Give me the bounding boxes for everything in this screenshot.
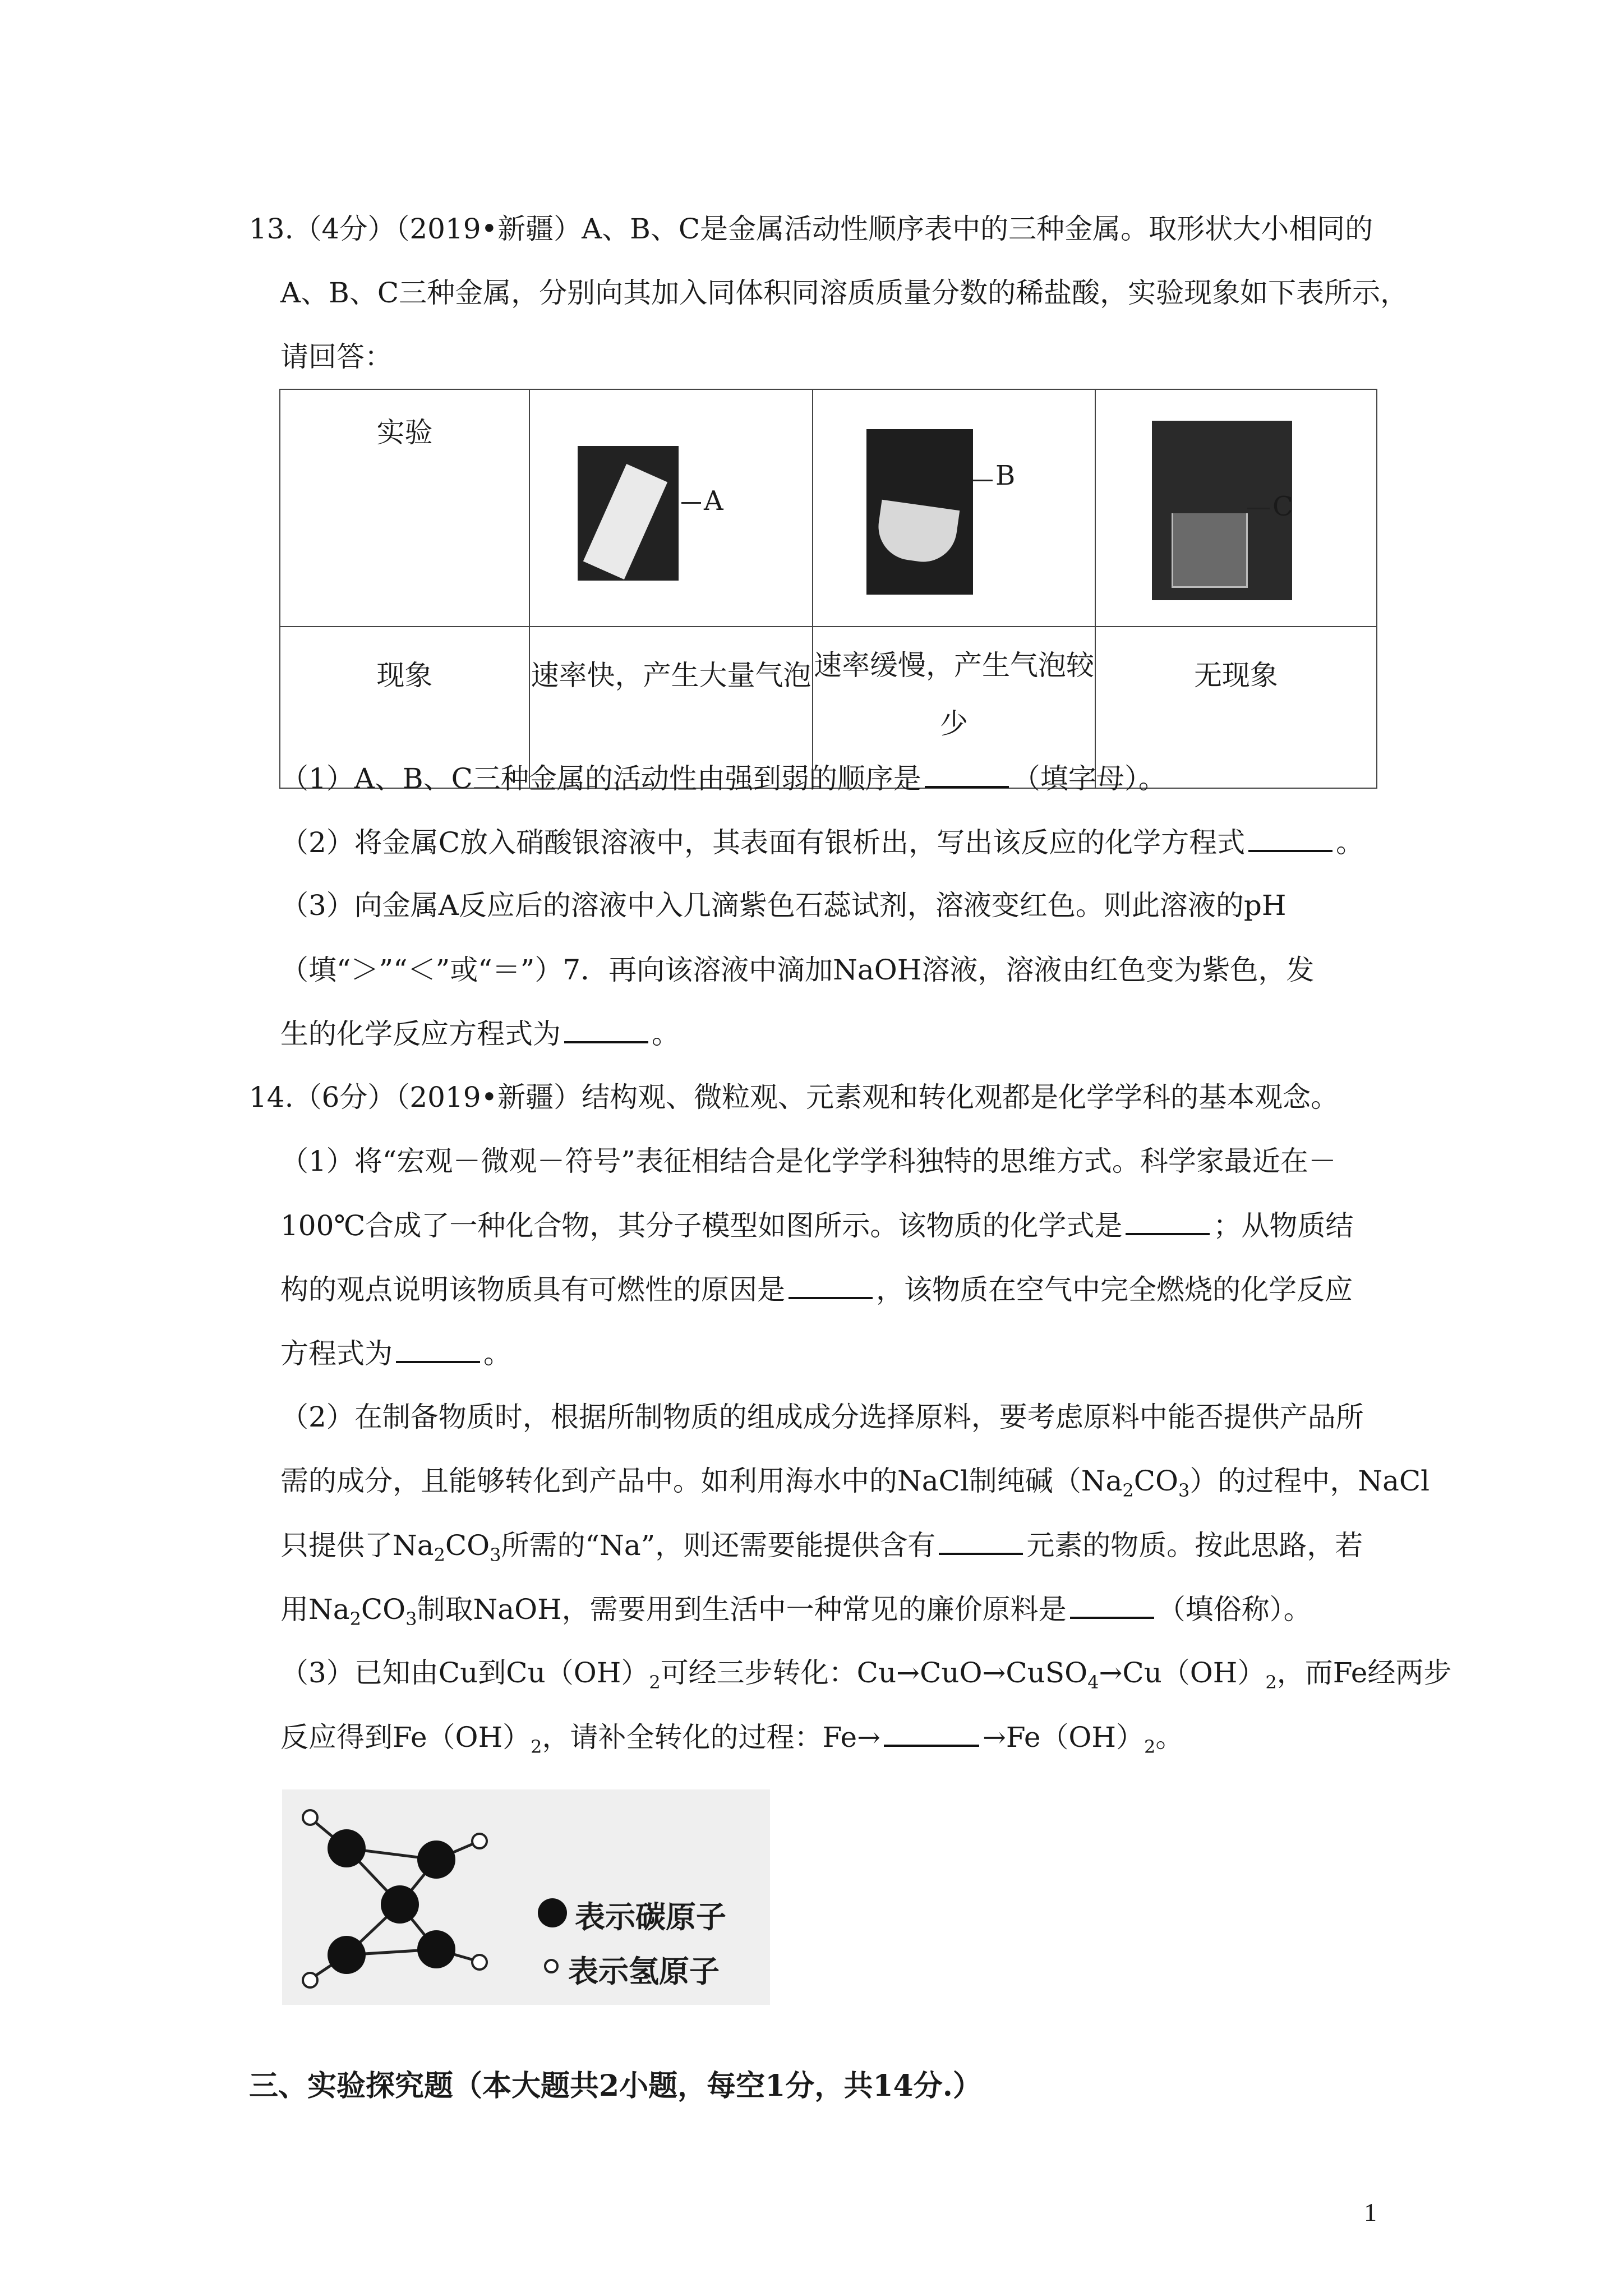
observation-c: 无现象 [1095,627,1377,788]
observation-b: 速率缓慢，产生气泡较少 [813,627,1095,788]
q14-part1-line4-suffix: 。 [483,1337,511,1370]
q13-part3-line2: （填“＞”“＜”或“＝”）7．再向该溶液中滴加NaOH溶液，溶液由红色变为紫色，发 [280,954,1315,986]
answer-blank-4[interactable] [1126,1208,1210,1235]
q13-part3-line3-text: 生的化学反应方程式为 [280,1018,561,1050]
subscript: 2 [1144,1736,1156,1757]
section-heading: 三、实验探究题（本大题共2小题，每空1分，共14分.） [249,2069,982,2103]
subscript: 2 [649,1672,661,1693]
q14-part1-line4-text: 方程式为 [280,1337,393,1370]
answer-blank-6[interactable] [396,1336,480,1363]
tube-c-image [1096,390,1376,606]
q14-part2-line3-mid2: 所需的“Na”，则还需要能提供含有 [501,1529,936,1562]
q14-part2-line2-suffix: ）的过程中，NaCl [1189,1465,1430,1497]
q14-part3-line1 [280,1656,1452,1693]
q14-part2-line3 [280,1528,1363,1566]
q14-part2-line3-suffix: 元素的物质。按此思路，若 [1026,1529,1363,1562]
table-header-observation: 现象 [280,627,529,788]
tube-a-image [530,390,812,606]
q14-part2-line2 [280,1464,1430,1501]
experiment-table [279,389,1377,789]
q13-part1-suffix: （填字母）。 [1012,762,1166,795]
q14-part1-line1: （1）将“宏观－微观－符号”表征相结合是化学学科独特的思维方式。科学家最近在－ [280,1145,1336,1177]
q14-part1-line3-suffix: ，该物质在空气中完全燃烧的化学反应 [876,1273,1353,1306]
q13-part3-line1: （3）向金属A反应后的溶液中入几滴紫色石蕊试剂，溶液变红色。则此溶液的pH [280,889,1287,922]
q14-part2-line4-suffix: （填俗称）。 [1157,1593,1312,1626]
q14-part2-line2-text: 需的成分，且能够转化到产品中。如利用海水中的NaCl制纯碱（Na [280,1465,1123,1497]
label-b: B [995,460,1016,491]
q14-part2-line3-mid: CO [445,1529,490,1562]
q14-part2-line4 [280,1592,1312,1630]
answer-blank-8[interactable] [1070,1592,1154,1619]
hydrogen-atom [303,1973,317,1987]
q14-part2-line4-mid: CO [361,1593,406,1626]
subscript: 2 [1122,1480,1134,1501]
q13-part2-suffix: 。 [1336,826,1364,859]
subscript: 2 [531,1736,542,1757]
carbon-atom [417,1841,455,1879]
q14-part3-line2-suffix: 。 [1155,1721,1184,1754]
carbon-atom [328,1936,366,1974]
q14-part3-line1-mid: 可经三步转化：Cu→CuO→CuSO [660,1657,1088,1689]
q14-part3-line1-text: （3）已知由Cu到Cu（OH） [280,1657,649,1689]
subscript: 4 [1087,1672,1099,1693]
q14-part2-line4-mid2: 制取NaOH，需要用到生活中一种常见的廉价原料是 [417,1593,1067,1626]
legend-hydrogen-label: 表示氢原子 [568,1953,720,1989]
q14-part3-line1-mid2: →Cu（OH） [1099,1657,1266,1689]
hydrogen-legend-icon [545,1960,557,1972]
page-number: 1 [1364,2198,1377,2226]
q14-part1-line3-text: 构的观点说明该物质具有可燃性的原因是 [280,1273,785,1306]
molecule-model-figure [282,1789,770,2005]
q13-line3: 请回答： [280,341,393,373]
q14-part2-line4-text: 用Na [280,1593,350,1626]
table-header-experiment: 实验 [280,389,529,627]
carbon-legend-icon [538,1898,567,1927]
q14-line1: 14.（6分）（2019•新疆）结构观、微粒观、元素观和转化观都是化学学科的基本观念。 [249,1081,1339,1114]
q13-part3-line3-suffix: 。 [652,1018,680,1050]
q14-part3-line2-mid2: →Fe（OH） [982,1721,1145,1754]
subscript: 2 [349,1608,361,1630]
subscript: 3 [490,1544,501,1566]
q14-part1-line3 [280,1272,1353,1306]
tube-c-cell [1095,389,1377,627]
observation-a: 速率快，产生大量气泡 [529,627,813,788]
q13-line2: A、B、C三种金属，分别向其加入同体积同溶质质量分数的稀盐酸，实验现象如下表所示， [280,277,1409,309]
answer-blank-1[interactable] [925,761,1009,788]
label-a: A [704,485,723,517]
subscript: 2 [434,1544,445,1566]
q14-part1-line4 [280,1336,511,1370]
q14-part1-line2-text: 100℃合成了一种化合物，其分子模型如图所示。该物质的化学式是 [280,1209,1123,1242]
q13-part1-text: （1）A、B、C三种金属的活动性由强到弱的顺序是 [280,762,921,795]
answer-blank-5[interactable] [789,1272,873,1299]
legend-carbon-label: 表示碳原子 [575,1899,726,1935]
hydrogen-atom [472,1955,487,1970]
q14-part2-line1: （2）在制备物质时，根据所制物质的组成成分选择原料，要考虑原料中能否提供产品所 [280,1401,1364,1433]
q13-line1: 13.（4分）（2019•新疆）A、B、C是金属活动性顺序表中的三种金属。取形状大小相同的 [249,213,1373,245]
tube-a-cell [529,389,813,627]
q14-part1-line2-suffix: ；从物质结 [1213,1209,1354,1242]
subscript: 3 [405,1608,417,1630]
label-c: C [1272,491,1293,522]
q14-part3-line2 [280,1720,1184,1757]
tube-b-image [813,390,1095,606]
subscript: 2 [1265,1672,1277,1693]
q14-part3-line1-suffix: ，而Fe经两步 [1276,1657,1452,1689]
q14-part2-line2-mid: CO [1133,1465,1178,1497]
answer-blank-9[interactable] [884,1720,979,1747]
answer-blank-3[interactable] [564,1016,648,1043]
q13-part3-line3 [280,1016,680,1051]
subscript: 3 [1178,1480,1190,1501]
tube-b-cell [813,389,1095,627]
q14-part3-line2-mid: ，请补全转化的过程：Fe→ [542,1721,880,1754]
q14-part1-line2 [280,1208,1353,1243]
q14-part2-line3-text: 只提供了Na [280,1529,434,1562]
q13-part2-text: （2）将金属C放入硝酸银溶液中，其表面有银析出，写出该反应的化学方程式 [280,826,1246,859]
hydrogen-atom [472,1834,487,1848]
carbon-atom [381,1885,419,1924]
q13-part1 [280,761,1166,795]
hydrogen-atom [303,1810,317,1825]
answer-blank-7[interactable] [939,1528,1023,1555]
answer-blank-2[interactable] [1248,825,1332,852]
carbon-atom [328,1829,366,1867]
q14-part3-line2-text: 反应得到Fe（OH） [280,1721,531,1754]
carbon-atom [417,1930,455,1968]
q13-part2 [280,825,1364,859]
